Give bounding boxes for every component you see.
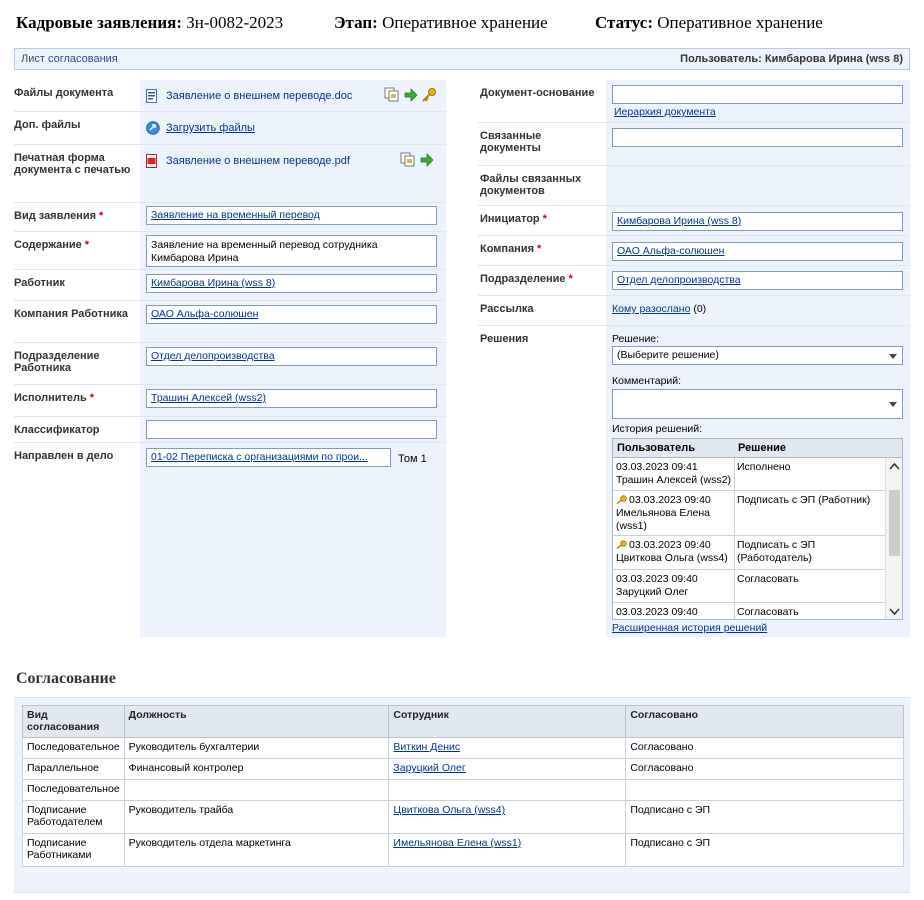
scroll-thumb[interactable] — [889, 490, 900, 556]
history-row: 03.03.2023 09:40 Имельянова Елена (wss1) Подписать с ЭП (Работник) — [613, 491, 887, 536]
company-field[interactable]: ОАО Альфа-солюшен — [612, 242, 903, 261]
employee-company-field[interactable]: ОАО Альфа-солюшен — [146, 305, 437, 324]
employee-link[interactable]: Имельянова Елена (wss1) — [393, 837, 522, 849]
table-row: Последовательное — [23, 780, 904, 801]
volume-label: Том 1 — [398, 453, 427, 465]
decisions-row: Решения Решение: (Выберите решение) Комментарий: История решений: — [478, 326, 910, 637]
table-row: Подписание Работодателем Руководитель трайба Цвиткова Ольга (wss4) Подписано с ЭП — [23, 801, 904, 834]
upload-icon — [146, 121, 160, 135]
mailing-link[interactable]: Кому разослано — [612, 303, 691, 315]
related-docs-field[interactable] — [612, 128, 903, 147]
related-docs-row: Связанные документы — [478, 123, 910, 166]
page-header — [16, 13, 823, 35]
employee-dept-field[interactable]: Отдел делопроизводства — [146, 347, 437, 366]
dept-row: Подразделение * Отдел делопроизводства — [478, 266, 910, 296]
content-field[interactable]: Заявление на временный перевод сотрудника Кимбарова Ирина — [146, 235, 437, 267]
classifier-row: Классификатор — [14, 417, 446, 443]
copy-icon[interactable] — [400, 152, 416, 168]
word-doc-icon — [146, 89, 158, 103]
executor-field[interactable]: Трашин Алексей (wss2) — [146, 389, 437, 408]
approval-header-row: Вид согласования Должность Сотрудник Согласовано — [23, 706, 904, 738]
title: Кадровые заявления: Зн-0082-2023 — [16, 13, 284, 32]
scroll-down-icon[interactable] — [889, 608, 900, 616]
related-files-row: Файлы связанных документов — [478, 166, 910, 206]
forward-arrow-icon[interactable] — [404, 88, 418, 102]
basis-doc-row: Документ-основание Иерархия документа — [478, 80, 910, 123]
table-row: Последовательное Руководитель бухгалтерии Виткин Денис Согласовано — [23, 738, 904, 759]
company-row: Компания * ОАО Альфа-солюшен — [478, 236, 910, 266]
chevron-down-icon — [889, 402, 897, 407]
comment-caption: Комментарий: — [612, 375, 682, 387]
decision-select[interactable]: (Выберите решение) — [612, 346, 903, 365]
approval-sheet-bar — [14, 48, 910, 70]
signature-key-icon — [616, 495, 627, 504]
request-type-row: Вид заявления * Заявление на временный перевод — [14, 203, 446, 232]
chevron-down-icon — [889, 354, 897, 359]
mailing-row: Рассылка Кому разослано (0) — [478, 296, 910, 326]
decision-caption: Решение: — [612, 333, 660, 345]
table-row: Подписание Работниками Руководитель отдела маркетинга Имельянова Елена (wss1) Подписано с ЭП — [23, 834, 904, 867]
basis-doc-field[interactable] — [612, 85, 903, 104]
employee-company-row: Компания Работника ОАО Альфа-солюшен — [14, 301, 446, 343]
initiator-field[interactable]: Кимбарова Ирина (wss 8) — [612, 212, 903, 231]
employee-link[interactable]: Виткин Денис — [393, 741, 461, 753]
request-type-field[interactable]: Заявление на временный перевод — [146, 206, 437, 225]
comment-field[interactable] — [612, 389, 903, 419]
stage: Этап: Оперативное хранение — [334, 13, 548, 32]
signature-key-icon — [616, 540, 627, 549]
history-row: 03.03.2023 09:40 Цвиткова Ольга (wss4) Подписать с ЭП (Работодатель) — [613, 536, 887, 570]
history-row: 03.03.2023 09:41 Трашин Алексей (wss2) Исполнено — [613, 458, 887, 491]
extended-history-link[interactable]: Расширенная история решений — [612, 622, 768, 634]
table-row: Параллельное Финансовый контролер Заруцкий Олег Согласовано — [23, 759, 904, 780]
employee-link[interactable]: Цвиткова Ольга (wss4) — [393, 804, 506, 816]
initiator-row: Инициатор * Кимбарова Ирина (wss 8) — [478, 206, 910, 236]
history-row: 03.03.2023 09:40 Заруцкий Олег Согласовать — [613, 570, 887, 603]
copy-icon[interactable] — [384, 87, 400, 103]
hierarchy-link[interactable]: Иерархия документа — [614, 106, 716, 118]
content-row: Содержание * Заявление на временный перевод сотрудника Кимбарова Ирина — [14, 232, 446, 270]
pdf-icon — [146, 154, 158, 168]
employee-link[interactable]: Заруцкий Олег — [393, 762, 466, 774]
history-caption: История решений: — [612, 423, 703, 435]
history-scrollbar[interactable] — [885, 458, 902, 620]
history-header: Пользователь Решение — [613, 439, 903, 458]
case-row: Направлен в дело 01-02 Переписка с организациями по прои... Том 1 — [14, 450, 427, 465]
approval-sheet-tab[interactable]: Лист согласования — [21, 53, 118, 65]
employee-row: Работник Кимбарова Ирина (wss 8) — [14, 270, 446, 301]
left-form — [14, 80, 446, 637]
classifier-field[interactable] — [146, 420, 437, 439]
forward-arrow-icon[interactable] — [420, 153, 434, 167]
employee-dept-row: Подразделение Работника Отдел делопроизводства — [14, 343, 446, 385]
case-field[interactable]: 01-02 Переписка с организациями по прои... — [146, 448, 391, 467]
approval-table — [22, 705, 904, 867]
decision-history-table — [612, 438, 903, 620]
doc-files-row: Файлы документа Заявление о внешнем переводе.doc — [14, 80, 446, 112]
approval-title: Согласование — [16, 670, 116, 687]
extra-files-row: Доп. файлы Загрузить файлы — [14, 112, 446, 145]
scroll-up-icon[interactable] — [889, 462, 900, 470]
executor-row: Исполнитель * Трашин Алексей (wss2) — [14, 385, 446, 417]
right-form — [478, 80, 910, 637]
mailing-count: (0) — [693, 303, 707, 315]
print-form-row: Печатная форма документа с печатью Заявление о внешнем переводе.pdf — [14, 145, 446, 203]
employee-field[interactable]: Кимбарова Ирина (wss 8) — [146, 274, 437, 293]
current-user: Пользователь: Кимбарова Ирина (wss 8) — [680, 53, 903, 65]
approval-section — [14, 697, 910, 893]
history-row: 03.03.2023 09:40 Согласовать — [616, 606, 799, 618]
status: Статус: Оперативное хранение — [595, 13, 823, 32]
dept-field[interactable]: Отдел делопроизводства — [612, 271, 903, 290]
key-icon[interactable] — [421, 87, 437, 103]
